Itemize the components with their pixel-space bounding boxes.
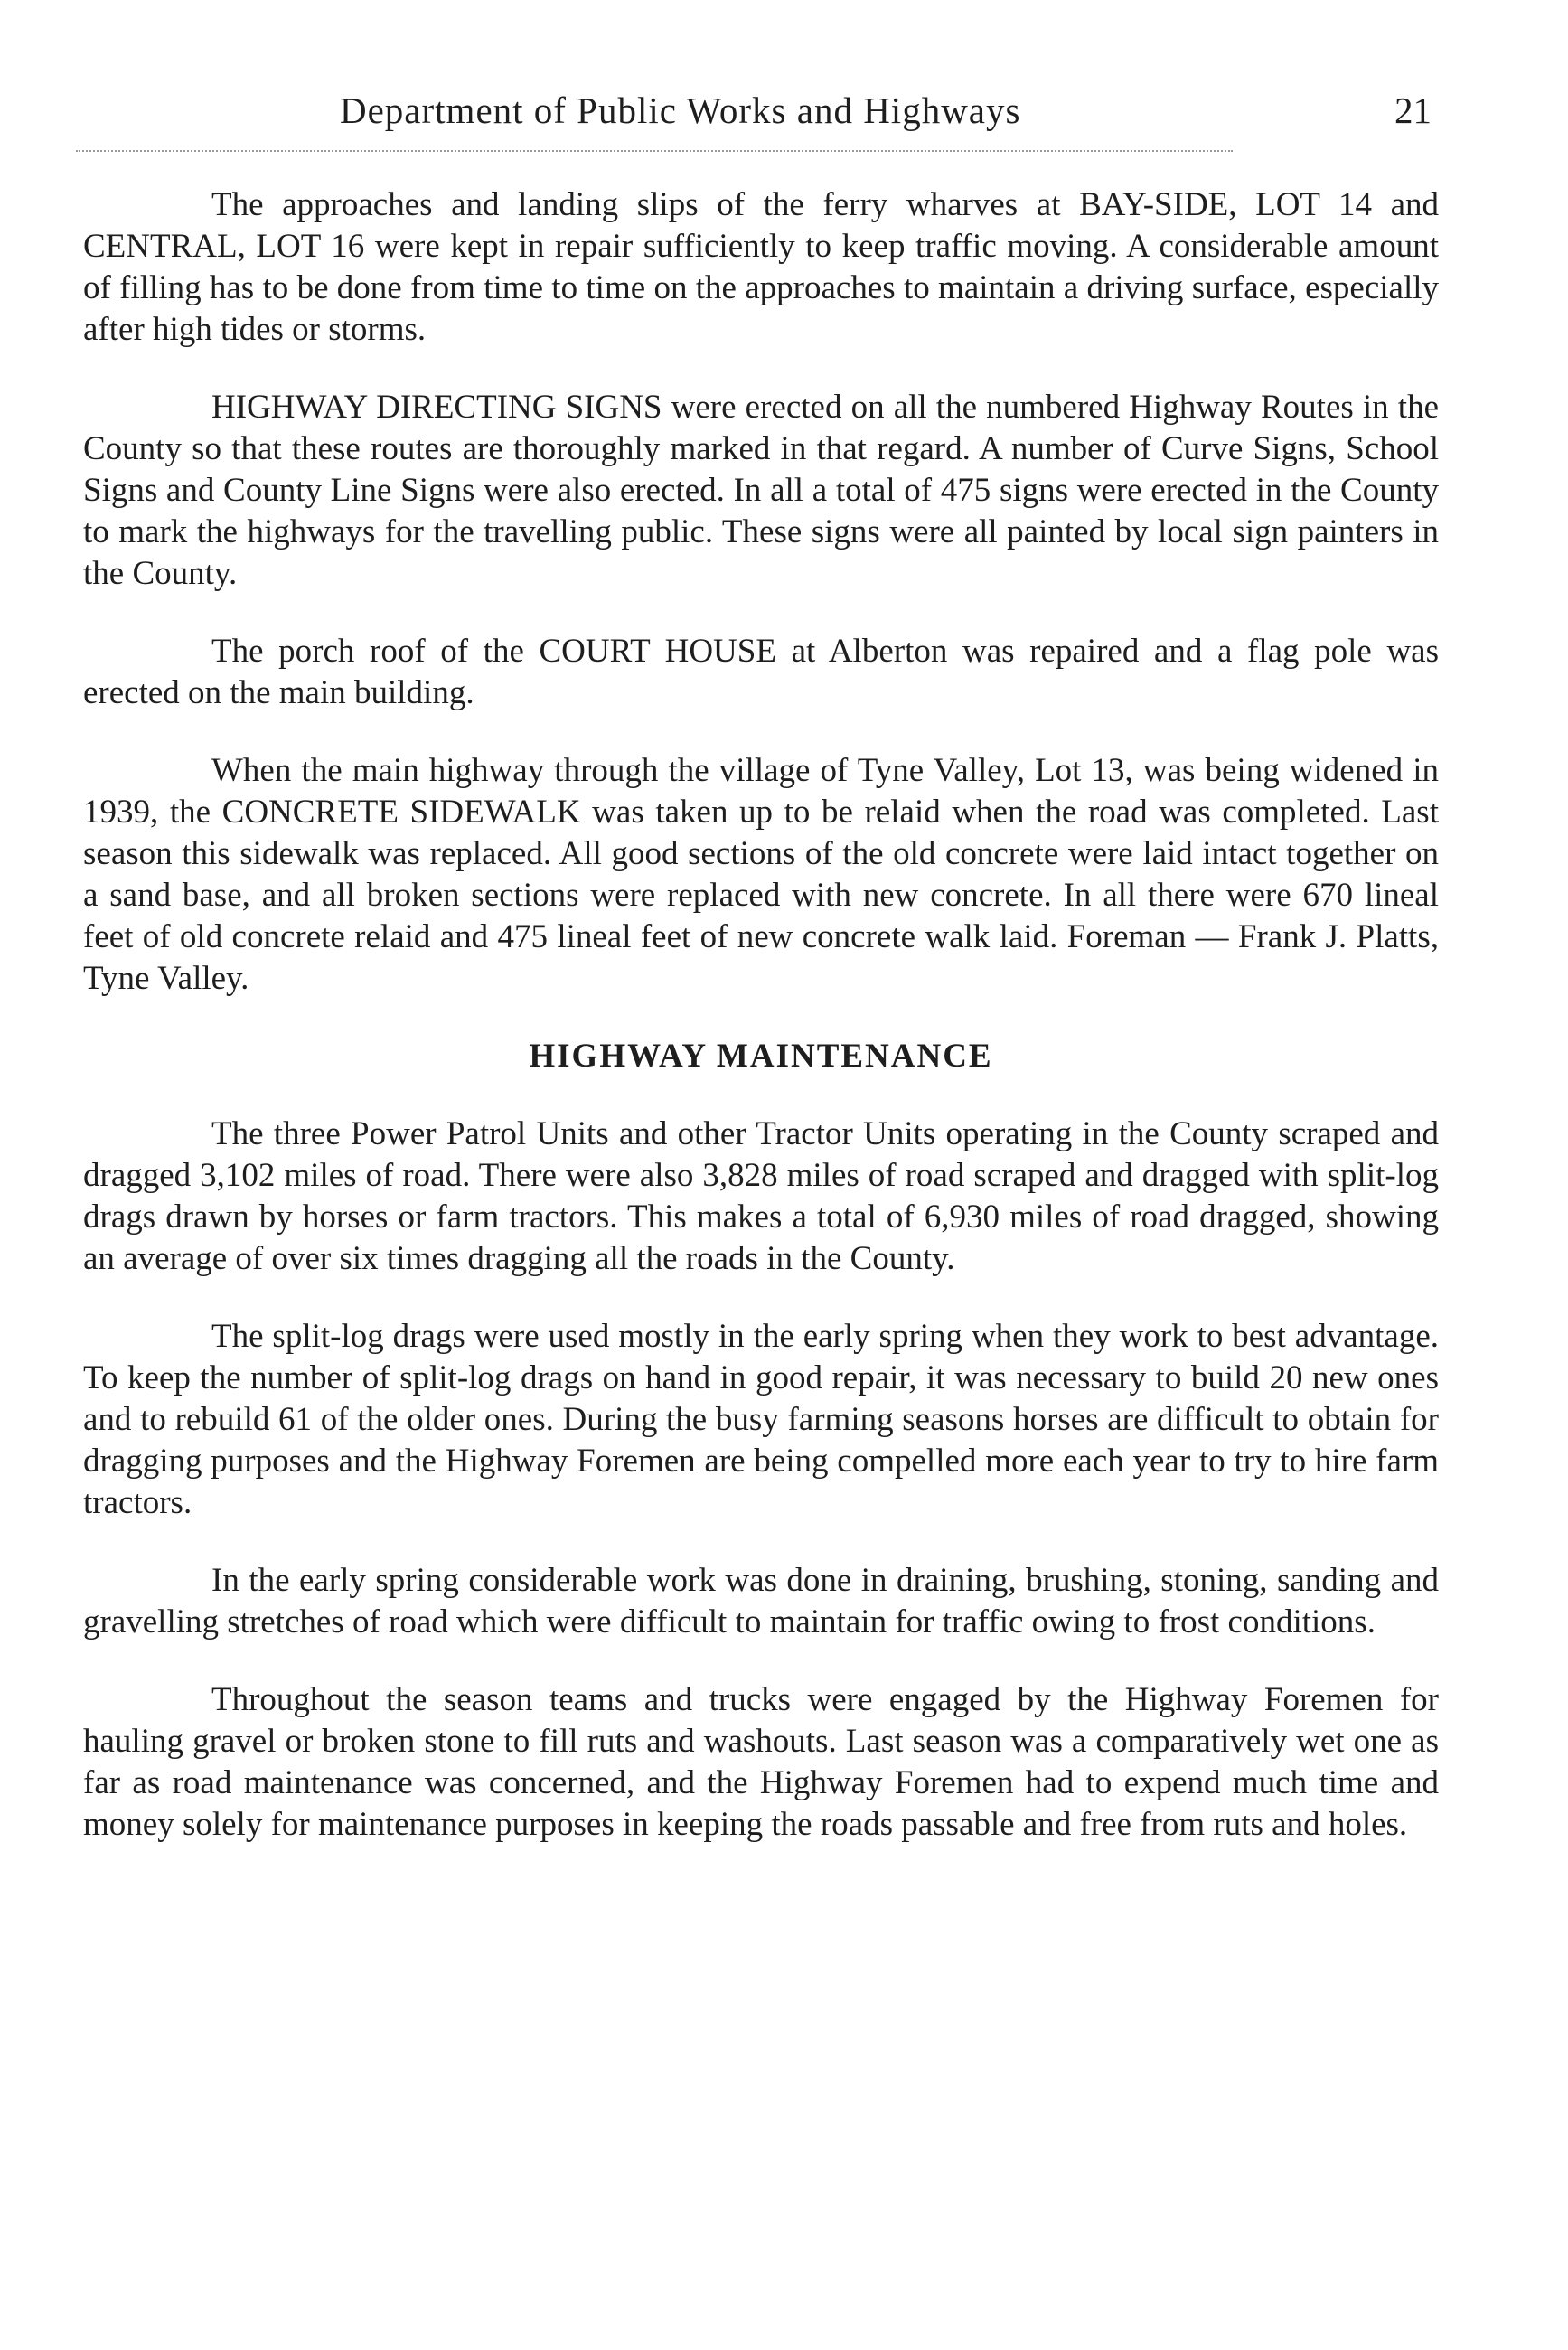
paragraph-road-dragging: The three Power Patrol Units and other Tractor Units operating in the County scraped and dragged 3,102 miles of road. There were also 3,828 miles of road scraped and dragged with split-log drags drawn by horses or farm tractors. This makes a total of 6,930 miles of road dragged, showing an average of over six times dragging all the roads in the County. — [83, 1115, 1439, 1277]
section-heading: HIGHWAY MAINTENANCE — [529, 1038, 993, 1075]
paragraph-teams-trucks: Throughout the season teams and trucks were engaged by the Highway Foremen for hauling gravel or broken stone to fill ruts and washouts. Last season was a comparatively wet one as far as road maintenance was concerned, and the Highway Foremen had to expend much time and money solely for maintenance purposes in keeping the roads passable and free from ruts and holes. — [83, 1681, 1439, 1843]
paragraph-early-spring: In the early spring considerable work was done in draining, brushing, stoning, sanding and gravelling stretches of road which were difficult to maintain for traffic owing to frost conditions. — [83, 1562, 1439, 1640]
header-divider — [76, 150, 1233, 152]
paragraph-court-house: The porch roof of the COURT HOUSE at Alberton was repaired and a flag pole was erected on the main building. — [83, 633, 1439, 711]
running-header — [89, 89, 1444, 152]
paragraph-split-log-drags: The split-log drags were used mostly in the early spring when they work to best advantage. To keep the number of split-log drags on hand in good repair, it was necessary to build 20 new ones and to rebuild 61 of the older ones. During the busy farming seasons horses are difficult to obtain for dragging purposes and the Highway Foremen are being compelled more each year to try to hire farm tractors. — [83, 1318, 1439, 1521]
page-body — [83, 184, 1439, 1882]
running-header-title: Department of Public Works and Highways — [340, 89, 1021, 131]
paragraph-ferry-wharves: The approaches and landing slips of the ferry wharves at BAY-SIDE, LOT 14 and CENTRAL, LOT 16 were kept in repair sufficiently to keep traffic moving. A considerable amount of filling has to be done from time to time on the approaches to maintain a driving surface, especially after high tides or storms. — [83, 186, 1439, 348]
paragraph-concrete-sidewalk: When the main highway through the village of Tyne Valley, Lot 13, was being widened in 1939, the CONCRETE SIDEWALK was taken up to be relaid when the road was completed. Last season this sidewalk was replaced. All good sections of the old concrete were laid intact together on a sand base, and all broken sections were replaced with new concrete. In all there were 670 lineal feet of old concrete relaid and 475 lineal feet of new concrete walk laid. Foreman — Frank J. Platts, Tyne Valley. — [83, 752, 1439, 997]
page-number: 21 — [1394, 89, 1432, 131]
paragraph-highway-signs: HIGHWAY DIRECTING SIGNS were erected on all the numbered Highway Routes in the County so that these routes are thoroughly marked in that regard. A number of Curve Signs, School Signs and County Line Signs were also erected. In all a total of 475 signs were erected in the County to mark the highways for the travelling public. These signs were all painted by local sign painters in the County. — [83, 389, 1439, 592]
